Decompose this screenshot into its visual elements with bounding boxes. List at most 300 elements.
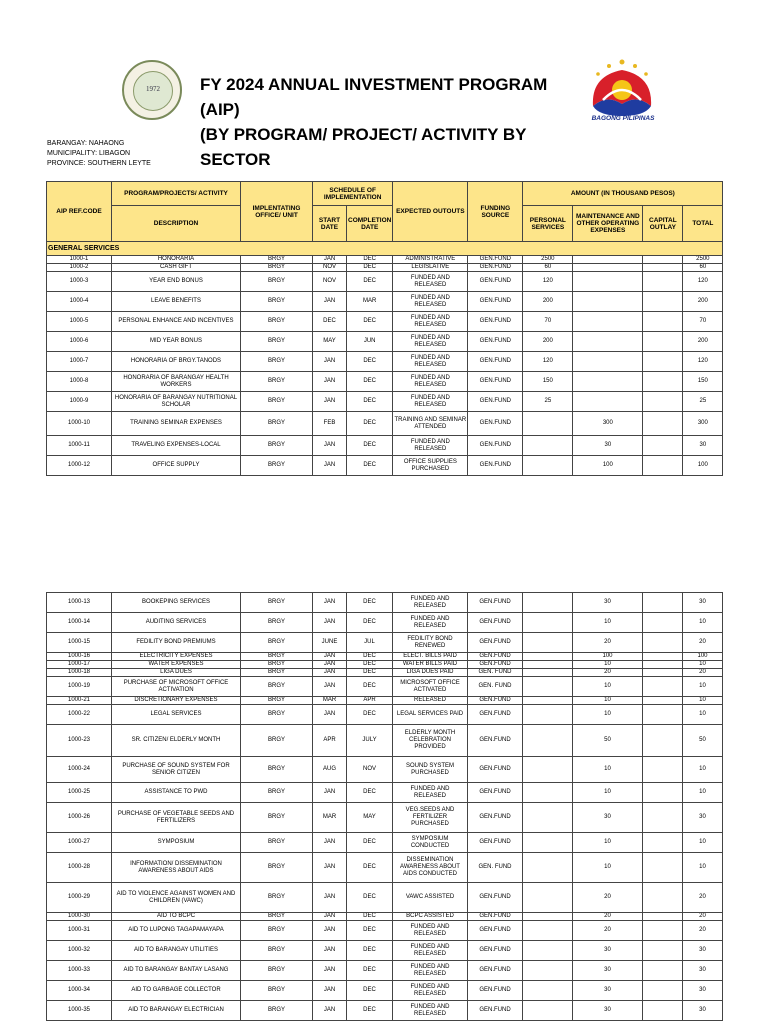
table-cell: 200 — [683, 332, 723, 352]
table-cell: VEG.SEEDS AND FERTILIZER PURCHASED — [393, 803, 468, 833]
table-cell: GEN.FUND — [468, 292, 523, 312]
table-cell — [523, 981, 573, 1001]
table-cell: DEC — [347, 312, 393, 332]
table-cell: 70 — [683, 312, 723, 332]
table-row — [47, 853, 723, 883]
table-cell: JAN — [313, 921, 347, 941]
table-cell — [643, 436, 683, 456]
table-cell: 1000-8 — [47, 372, 112, 392]
table-row — [47, 372, 723, 392]
table-row — [47, 921, 723, 941]
table-cell: 1000-18 — [47, 669, 112, 677]
table-cell: DISSEMINATION AWARENESS ABOUT AIDS CONDUCTED — [393, 853, 468, 883]
table-cell: GEN.FUND — [468, 436, 523, 456]
table-cell: BOOKEPING SERVICES — [112, 593, 241, 613]
table-cell: JUNE — [313, 633, 347, 653]
document-header — [0, 0, 768, 169]
table-cell: 30 — [573, 941, 643, 961]
table-cell: 10 — [573, 705, 643, 725]
aip-table-page-2 — [46, 592, 723, 1021]
table-cell: AID TO VIOLENCE AGAINST WOMEN AND CHILDREN (VAWC) — [112, 883, 241, 913]
table-cell: JULY — [347, 725, 393, 757]
table-cell: JAN — [313, 669, 347, 677]
table-cell — [643, 372, 683, 392]
table-cell: GEN.FUND — [468, 803, 523, 833]
table-cell: MICROSOFT OFFICE ACTIVATED — [393, 677, 468, 697]
table-cell: DEC — [347, 941, 393, 961]
table-cell: 20 — [683, 883, 723, 913]
sector-label: GENERAL SERVICES — [47, 242, 723, 256]
table-cell: DISCRETIONARY EXPENSES — [112, 697, 241, 705]
table-cell: GEN.FUND — [468, 961, 523, 981]
table-cell: 10 — [573, 757, 643, 783]
table-cell: DEC — [347, 705, 393, 725]
table-cell: DEC — [347, 272, 393, 292]
table-row — [47, 697, 723, 705]
table-cell: 120 — [523, 272, 573, 292]
table-cell: 30 — [573, 1001, 643, 1021]
table-cell: 120 — [523, 352, 573, 372]
table-cell: GEN.FUND — [468, 725, 523, 757]
col-ppa: PROGRAM/PROJECTS/ ACTIVITY — [112, 182, 241, 206]
table-cell: BRGY — [241, 757, 313, 783]
table-cell: DEC — [347, 392, 393, 412]
municipality-label: MUNICIPALITY: LIBAGON — [47, 150, 131, 157]
table-cell: DEC — [347, 833, 393, 853]
seal-center — [133, 71, 173, 111]
table-cell — [573, 372, 643, 392]
table-cell: 1000-16 — [47, 653, 112, 661]
table-cell: 1000-31 — [47, 921, 112, 941]
table-cell — [643, 853, 683, 883]
col-schedule: SCHEDULE OF IMPLEMENTATION — [313, 182, 393, 206]
table-cell: 1000-4 — [47, 292, 112, 312]
table-cell: AUDITING SERVICES — [112, 613, 241, 633]
table-cell: 300 — [573, 412, 643, 436]
table-cell — [643, 783, 683, 803]
table-cell: ADMINISTRATIVE — [393, 256, 468, 264]
table-cell — [523, 853, 573, 883]
table-row — [47, 653, 723, 661]
table-cell: BRGY — [241, 256, 313, 264]
table-cell: DEC — [347, 653, 393, 661]
table-row — [47, 725, 723, 757]
table-cell: PURCHASE OF VEGETABLE SEEDS AND FERTILIZERS — [112, 803, 241, 833]
table-cell: GEN.FUND — [468, 456, 523, 476]
table-cell: GEN.FUND — [468, 256, 523, 264]
table-cell: 1000-19 — [47, 677, 112, 697]
table-cell — [643, 669, 683, 677]
col-completion: COMPLETION DATE — [347, 206, 393, 242]
table-cell: DEC — [347, 256, 393, 264]
location-info — [47, 139, 151, 169]
table-cell: DEC — [347, 436, 393, 456]
table-cell: BRGY — [241, 941, 313, 961]
table-cell: 2500 — [523, 256, 573, 264]
table-cell: BRGY — [241, 725, 313, 757]
table-cell: TRAVELING EXPENSES-LOCAL — [112, 436, 241, 456]
page-title — [200, 72, 580, 172]
table-cell: GEN.FUND — [468, 272, 523, 292]
table-cell: 100 — [683, 456, 723, 476]
table-cell — [643, 653, 683, 661]
table-cell: JAN — [313, 661, 347, 669]
table-cell — [523, 941, 573, 961]
table-cell: 20 — [683, 913, 723, 921]
table-cell — [523, 661, 573, 669]
table-cell: BRGY — [241, 833, 313, 853]
table-cell: 10 — [573, 833, 643, 853]
table-cell: DEC — [347, 593, 393, 613]
table-cell: GEN.FUND — [468, 661, 523, 669]
col-start: START DATE — [313, 206, 347, 242]
table-row — [47, 352, 723, 372]
table-row — [47, 705, 723, 725]
table-cell: AID TO BARANGAY BANTAY LASANG — [112, 961, 241, 981]
table-row — [47, 961, 723, 981]
table-cell: AID TO BARANGAY UTILITIES — [112, 941, 241, 961]
table-cell: 30 — [573, 981, 643, 1001]
col-mooe: MAINTENANCE AND OTHER OPERATING EXPENSES — [573, 206, 643, 242]
barangay-seal — [122, 60, 182, 120]
table-cell: CASH GIFT — [112, 264, 241, 272]
table-cell: OFFICE SUPPLY — [112, 456, 241, 476]
col-total: TOTAL — [683, 206, 723, 242]
table-cell: JAN — [313, 1001, 347, 1021]
table-cell: FEDILITY BOND PREMIUMS — [112, 633, 241, 653]
table-cell: GEN. FUND — [468, 853, 523, 883]
table-cell: ASSISTANCE TO PWD — [112, 783, 241, 803]
table-cell: 50 — [683, 725, 723, 757]
table-cell: 1000-22 — [47, 705, 112, 725]
table-cell: PERSONAL ENHANCE AND INCENTIVES — [112, 312, 241, 332]
table-cell: FUNDED AND RELEASED — [393, 783, 468, 803]
table-cell: GEN.FUND — [468, 913, 523, 921]
table-cell: GEN.FUND — [468, 613, 523, 633]
table-cell: 20 — [683, 633, 723, 653]
table-cell: GEN.FUND — [468, 264, 523, 272]
aip-table-page-1 — [46, 181, 723, 476]
table-row — [47, 392, 723, 412]
table-row — [47, 593, 723, 613]
table-cell — [643, 913, 683, 921]
table-cell: BRGY — [241, 1001, 313, 1021]
table-cell — [523, 677, 573, 697]
table-cell — [643, 661, 683, 669]
table-cell: 1000-10 — [47, 412, 112, 436]
table-cell: GEN.FUND — [468, 412, 523, 436]
table-cell: 300 — [683, 412, 723, 436]
table-cell: BRGY — [241, 921, 313, 941]
table-cell: BRGY — [241, 661, 313, 669]
table-cell — [523, 1001, 573, 1021]
col-outputs: EXPECTED OUTOUTS — [393, 182, 468, 242]
table-cell: 1000-6 — [47, 332, 112, 352]
table-cell — [523, 803, 573, 833]
table-cell: JAN — [313, 613, 347, 633]
table-cell: 200 — [523, 292, 573, 312]
table-cell: AID TO LUPONG TAGAPAMAYAPA — [112, 921, 241, 941]
table-cell: BRGY — [241, 292, 313, 312]
table-cell: 10 — [683, 783, 723, 803]
table-cell: DEC — [347, 412, 393, 436]
table-cell: JAN — [313, 653, 347, 661]
table-cell: BRGY — [241, 456, 313, 476]
table-cell: BRGY — [241, 705, 313, 725]
table-cell: 30 — [683, 941, 723, 961]
table-cell — [523, 633, 573, 653]
logo-caption: BAGONG PILIPINAS — [591, 115, 655, 122]
table-cell: AID TO BCPC — [112, 913, 241, 921]
table-cell: 1000-32 — [47, 941, 112, 961]
table-cell — [643, 633, 683, 653]
table-row — [47, 941, 723, 961]
table-cell: SYMPOSIUM CONDUCTED — [393, 833, 468, 853]
table-cell: AUG — [313, 757, 347, 783]
table-cell: JAN — [313, 853, 347, 883]
table-cell: APR — [313, 725, 347, 757]
table-cell: 25 — [683, 392, 723, 412]
table-cell: BRGY — [241, 392, 313, 412]
table-cell — [643, 697, 683, 705]
table-cell — [643, 833, 683, 853]
table-cell: 10 — [683, 853, 723, 883]
table-cell: 50 — [573, 725, 643, 757]
table-cell — [523, 783, 573, 803]
table-cell: 1000-21 — [47, 697, 112, 705]
table-cell: 2500 — [683, 256, 723, 264]
table-cell — [643, 803, 683, 833]
table-cell: 1000-34 — [47, 981, 112, 1001]
table-cell: 30 — [683, 436, 723, 456]
province-label: PROVINCE: SOUTHERN LEYTE — [47, 160, 151, 167]
table-cell: SYMPOSIUM — [112, 833, 241, 853]
table-cell: 150 — [683, 372, 723, 392]
table-cell: RELEASED — [393, 697, 468, 705]
table-cell: DEC — [313, 312, 347, 332]
table-cell: BRGY — [241, 332, 313, 352]
table-cell: 10 — [683, 661, 723, 669]
table-cell: WATER BILLS PAID — [393, 661, 468, 669]
table-row — [47, 803, 723, 833]
col-description: DESCRIPTION — [112, 206, 241, 242]
table-cell: BRGY — [241, 593, 313, 613]
table-cell: 1000-11 — [47, 436, 112, 456]
table-cell: TRAINING SEMINAR EXPENSES — [112, 412, 241, 436]
table-cell: JAN — [313, 913, 347, 921]
table-cell — [523, 697, 573, 705]
table-cell — [643, 981, 683, 1001]
table-cell: GEN.FUND — [468, 633, 523, 653]
table-cell: JAN — [313, 436, 347, 456]
table-cell: 10 — [683, 697, 723, 705]
table-cell: GEN.FUND — [468, 921, 523, 941]
table-cell: 1000-24 — [47, 757, 112, 783]
table-cell: 1000-17 — [47, 661, 112, 669]
table-cell: MID YEAR BONUS — [112, 332, 241, 352]
table-cell: LIGA DUES PAID — [393, 669, 468, 677]
col-aip-ref: AIP REF.CODE — [47, 182, 112, 242]
table-cell — [643, 264, 683, 272]
table-row — [47, 981, 723, 1001]
table-row — [47, 661, 723, 669]
table-row — [47, 332, 723, 352]
table-cell — [643, 941, 683, 961]
table-cell: FUNDED AND RELEASED — [393, 436, 468, 456]
col-co: CAPITAL OUTLAY — [643, 206, 683, 242]
table-cell: DEC — [347, 961, 393, 981]
table-cell: GEN. FUND — [468, 677, 523, 697]
table-cell: DEC — [347, 883, 393, 913]
table-cell: BRGY — [241, 264, 313, 272]
table-cell: 10 — [573, 783, 643, 803]
table-cell — [523, 757, 573, 783]
table-cell: 20 — [573, 921, 643, 941]
table-cell: ELDERLY MONTH CELEBRATION PROVIDED — [393, 725, 468, 757]
table-cell: 10 — [573, 661, 643, 669]
table-cell — [523, 705, 573, 725]
table-cell: 10 — [683, 613, 723, 633]
table-cell — [643, 392, 683, 412]
table-cell: VAWC ASSISTED — [393, 883, 468, 913]
table-cell: BRGY — [241, 436, 313, 456]
table-cell — [643, 352, 683, 372]
table-cell: BRGY — [241, 803, 313, 833]
table-cell — [523, 921, 573, 941]
table-cell: 1000-25 — [47, 783, 112, 803]
table-cell: JAN — [313, 981, 347, 1001]
table-cell: DEC — [347, 783, 393, 803]
table-cell — [643, 705, 683, 725]
table-cell: 20 — [683, 921, 723, 941]
table-cell: 30 — [573, 436, 643, 456]
table-cell: GEN.FUND — [468, 757, 523, 783]
table-cell: 30 — [573, 593, 643, 613]
table-cell: FUNDED AND RELEASED — [393, 593, 468, 613]
table-cell: 1000-14 — [47, 613, 112, 633]
table-cell — [643, 456, 683, 476]
table-cell: BRGY — [241, 853, 313, 883]
table-cell: 30 — [573, 803, 643, 833]
table-row — [47, 613, 723, 633]
table-cell — [643, 332, 683, 352]
table-cell: DEC — [347, 1001, 393, 1021]
table-cell: 1000-12 — [47, 456, 112, 476]
table-row — [47, 272, 723, 292]
table-cell: GEN.FUND — [468, 332, 523, 352]
table-cell: FUNDED AND RELEASED — [393, 272, 468, 292]
table-row — [47, 633, 723, 653]
table-cell: BRGY — [241, 613, 313, 633]
table-cell: GEN. FUND — [468, 669, 523, 677]
table-cell: MAY — [347, 803, 393, 833]
table-cell: 120 — [683, 272, 723, 292]
table-cell: BRGY — [241, 669, 313, 677]
table-row — [47, 757, 723, 783]
table-cell: 20 — [573, 669, 643, 677]
table-cell: BRGY — [241, 913, 313, 921]
table-cell — [573, 332, 643, 352]
table-cell: 10 — [683, 757, 723, 783]
table-cell: JAN — [313, 783, 347, 803]
title-line-1: FY 2024 ANNUAL INVESTMENT PROGRAM (AIP) — [200, 75, 548, 119]
table-cell: DEC — [347, 677, 393, 697]
table-cell — [523, 412, 573, 436]
table-cell: BRGY — [241, 633, 313, 653]
table-cell: 1000-5 — [47, 312, 112, 332]
table-cell: GEN.FUND — [468, 593, 523, 613]
table-cell — [523, 613, 573, 633]
table-cell — [643, 256, 683, 264]
table-cell: 10 — [573, 677, 643, 697]
table-cell: NOV — [347, 757, 393, 783]
table-row — [47, 256, 723, 264]
table-cell: MAR — [313, 803, 347, 833]
table-cell: 1000-9 — [47, 392, 112, 412]
table-row — [47, 669, 723, 677]
table-cell: 1000-2 — [47, 264, 112, 272]
table-cell: ELECTRICITY EXPENSES — [112, 653, 241, 661]
table-cell: NOV — [313, 264, 347, 272]
table-cell — [523, 961, 573, 981]
table-row — [47, 833, 723, 853]
table-cell: 25 — [523, 392, 573, 412]
table-row — [47, 456, 723, 476]
table-cell: 120 — [683, 352, 723, 372]
table-cell: 10 — [573, 613, 643, 633]
table-cell — [643, 593, 683, 613]
table-cell: 30 — [683, 961, 723, 981]
table-row — [47, 913, 723, 921]
table-cell: BRGY — [241, 677, 313, 697]
table-cell — [523, 456, 573, 476]
table-cell: JAN — [313, 352, 347, 372]
table-cell: GEN.FUND — [468, 653, 523, 661]
table-cell: 30 — [683, 803, 723, 833]
table-row — [47, 312, 723, 332]
table-cell: HONORARIA OF BRGY.TANODS — [112, 352, 241, 372]
table-cell: JAN — [313, 456, 347, 476]
table-cell — [523, 653, 573, 661]
table-cell: BRGY — [241, 697, 313, 705]
table-cell: WATER EXPENSES — [112, 661, 241, 669]
table-cell: LEGISLATIVE — [393, 264, 468, 272]
table-cell: 100 — [683, 653, 723, 661]
table-cell: 30 — [683, 981, 723, 1001]
table-cell: 1000-26 — [47, 803, 112, 833]
table-cell: JAN — [313, 705, 347, 725]
table-cell — [643, 272, 683, 292]
table-cell: GEN.FUND — [468, 392, 523, 412]
barangay-label: BARANGAY: NAHAONG — [47, 140, 125, 147]
table-cell — [643, 292, 683, 312]
table-cell: GEN.FUND — [468, 1001, 523, 1021]
table-cell: GEN.FUND — [468, 705, 523, 725]
table-row — [47, 883, 723, 913]
table-cell — [643, 613, 683, 633]
table-cell: DEC — [347, 372, 393, 392]
table-cell — [523, 833, 573, 853]
table-cell: 150 — [523, 372, 573, 392]
table-cell: FUNDED AND RELEASED — [393, 312, 468, 332]
table-cell: 1000-27 — [47, 833, 112, 853]
table-cell: MAY — [313, 332, 347, 352]
table-row — [47, 264, 723, 272]
table-cell — [573, 392, 643, 412]
table-cell: 1000-3 — [47, 272, 112, 292]
table-cell: FUNDED AND RELEASED — [393, 941, 468, 961]
seal-year: 1972 — [146, 85, 160, 93]
